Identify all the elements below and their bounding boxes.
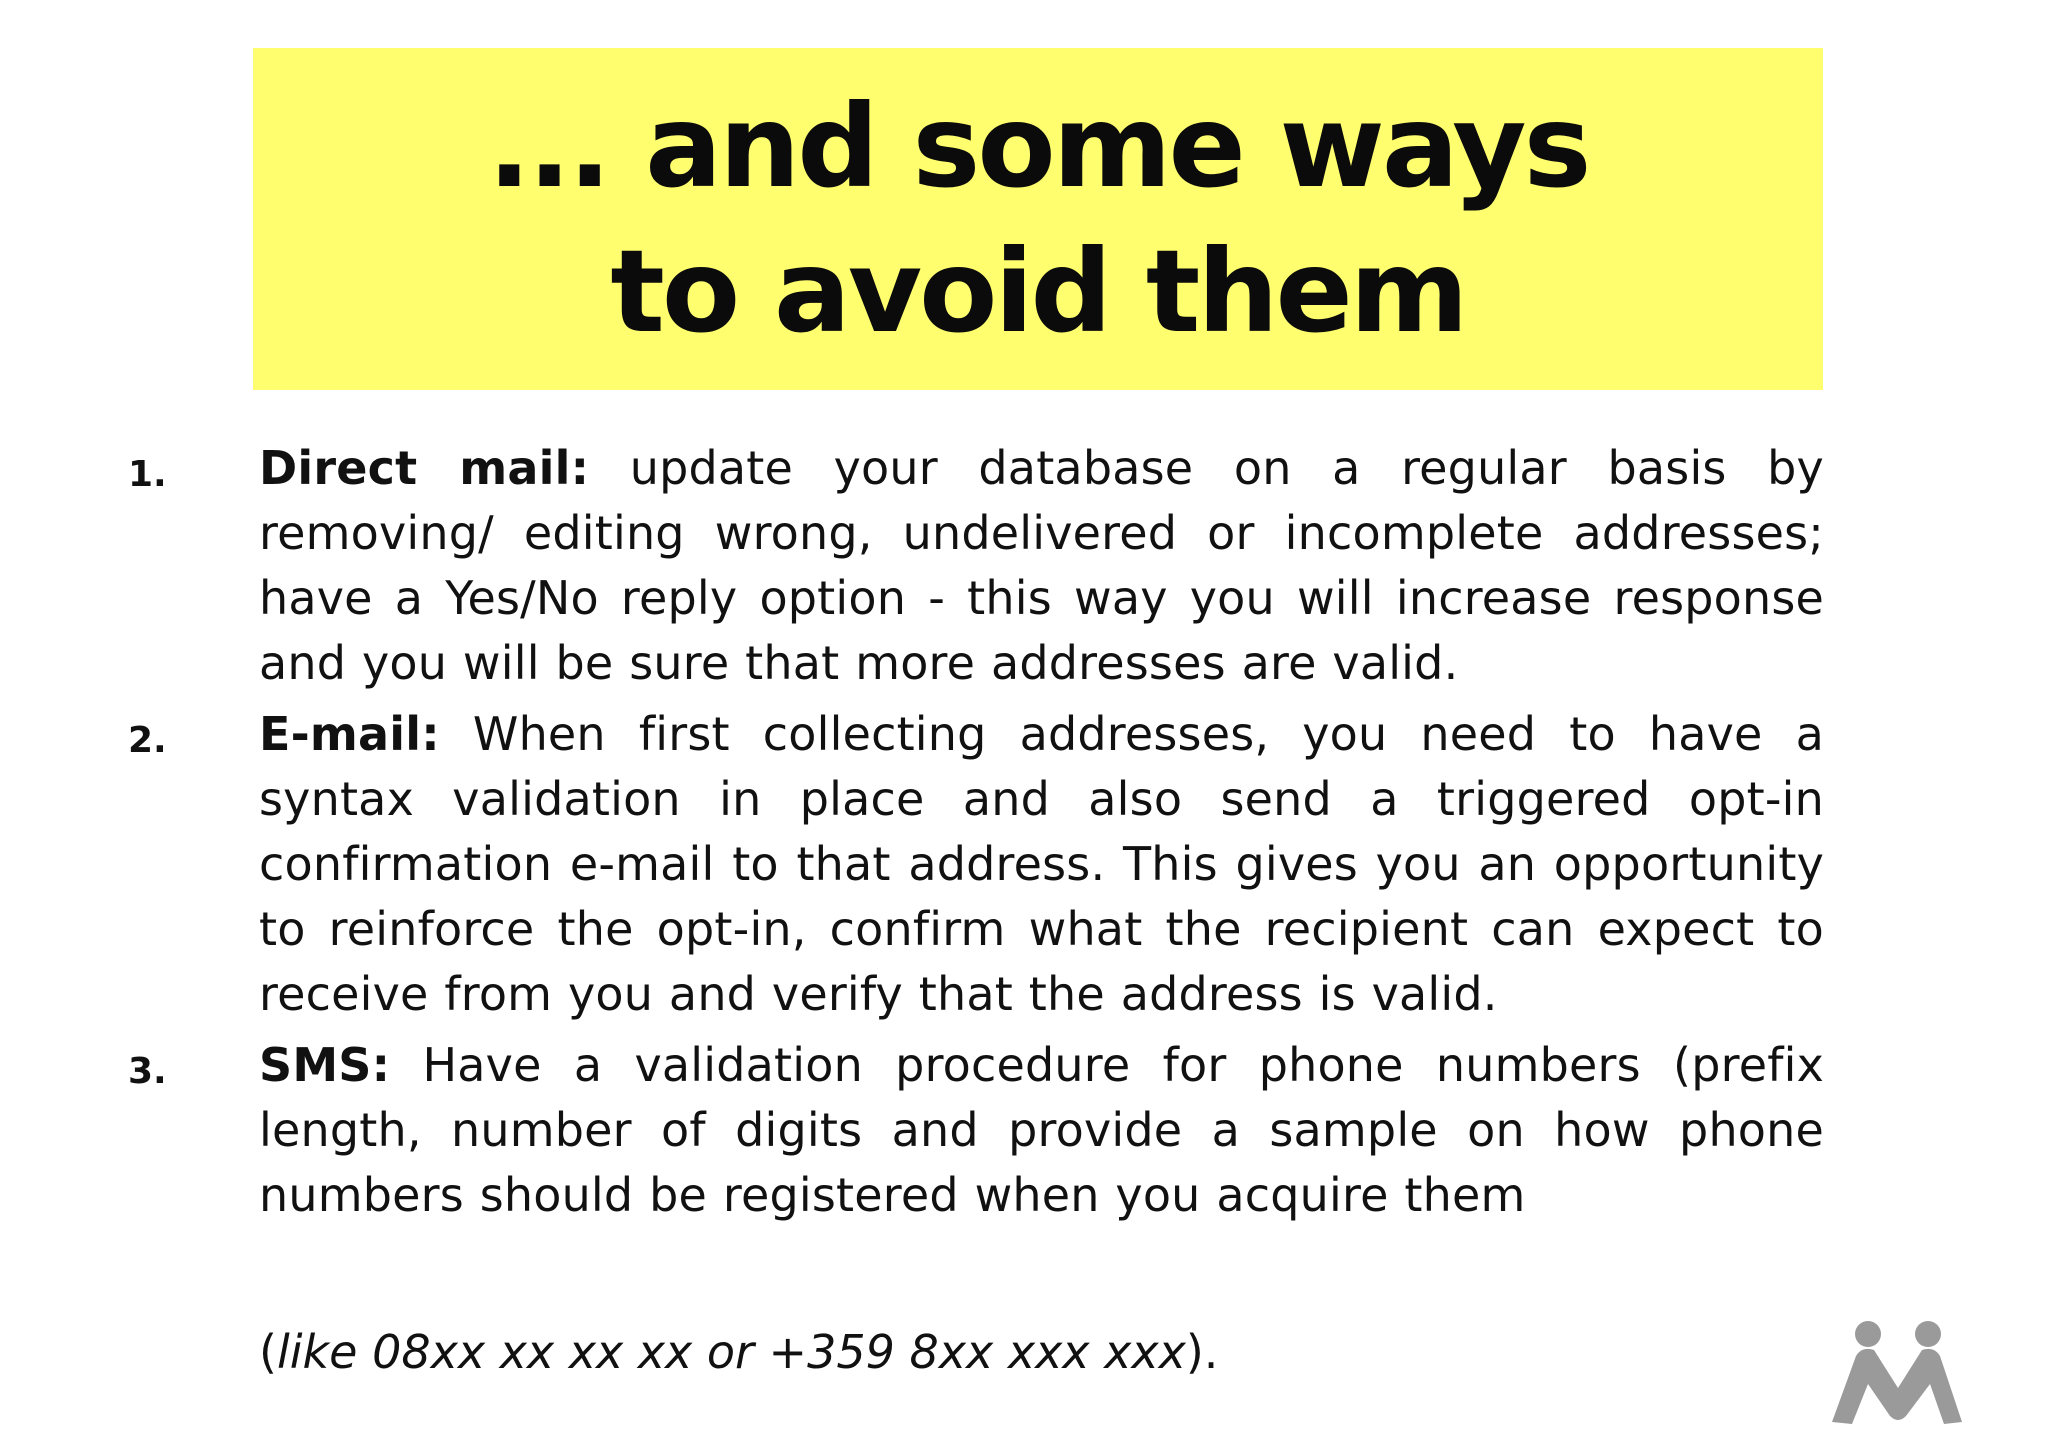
item-text: When first collecting addresses, you need to have a syntax validation in place and also send a triggered opt-in confirmation e-mail to that address. This gives you an opportunity to reinforce the opt-in, confirm what the recipient can expect to receive from you and verify that the address is valid. (259, 707, 1824, 1021)
item-number: 3. (128, 1051, 167, 1092)
item-text: update your database on a regular basis by removing/ editing wrong, undelivered or incomplete addresses; have a Yes/No reply option - this way you will increase response and you will be sure that more addresses are valid. (259, 441, 1824, 690)
item-body (259, 1033, 1824, 1228)
item-number: 2. (128, 720, 167, 761)
sample-example: like 08xx xx xx xx or +359 8xx xxx xxx (276, 1325, 1186, 1379)
list-item (128, 702, 1824, 1027)
tips-list (128, 436, 1824, 1234)
list-item (128, 1033, 1824, 1228)
title-banner (253, 48, 1823, 390)
item-body (259, 436, 1824, 696)
item-text: Have a validation procedure for phone numbers (prefix length, number of digits and provide a sample on how phone numbers should be registered when you acquire them (259, 1038, 1824, 1222)
item-lead: Direct mail: (259, 441, 590, 495)
phone-sample (259, 1320, 1218, 1385)
item-number: 1. (128, 454, 167, 495)
two-people-logo-icon (1826, 1318, 1968, 1428)
list-item (128, 436, 1824, 696)
item-lead: SMS: (259, 1038, 391, 1092)
title-line-1: ... and some ways (487, 80, 1589, 213)
sample-open: ( (259, 1325, 277, 1379)
sample-close: ). (1185, 1325, 1219, 1379)
title-line-2: to avoid them (610, 225, 1466, 358)
item-lead: E-mail: (259, 707, 440, 761)
page-title (488, 74, 1589, 364)
item-body (259, 702, 1824, 1027)
